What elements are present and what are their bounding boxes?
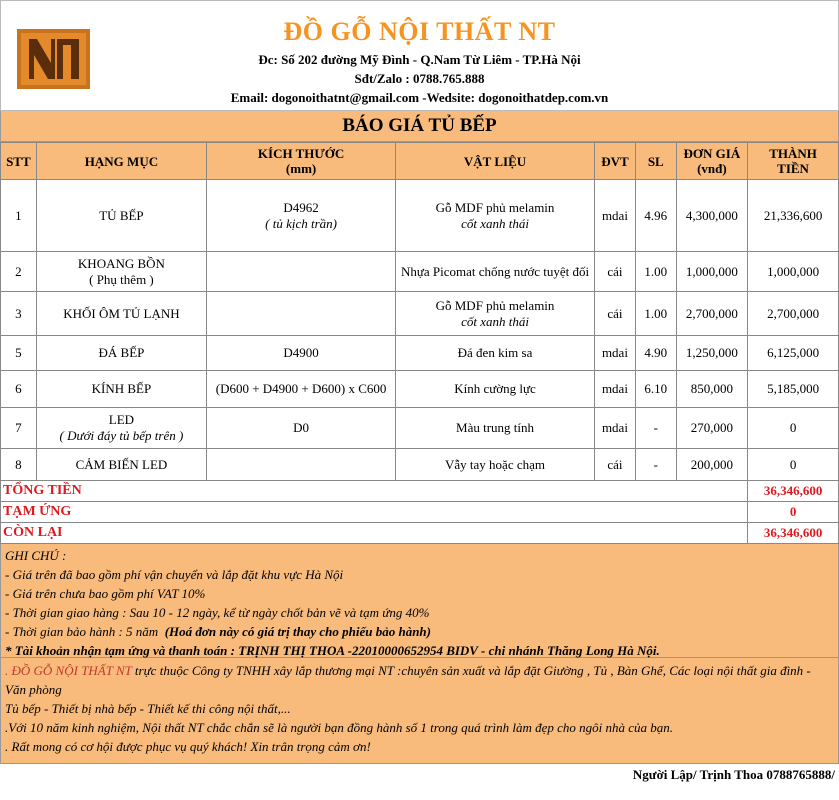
company-contact: Email: dogonoithatnt@gmail.com -Wedsite: dogonoithatdep.com.vn (230, 90, 609, 105)
table-row: 6 KÍNH BẾP (D600 + D4900 + D600) x C600 Kính cường lực mdai 6.10 850,000 5,185,000 (1, 371, 839, 408)
advance-row (1, 502, 839, 523)
col-item: HẠNG MỤC (36, 143, 206, 180)
col-price: ĐƠN GIÁ (vnđ) (676, 143, 747, 180)
col-qty: SL (635, 143, 676, 180)
quotation-table (0, 142, 839, 544)
col-total: THÀNH TIỀN (748, 143, 839, 180)
company-intro (0, 658, 839, 764)
table-row: 1 TỦ BẾP D4962 ( tủ kịch trần) Gỗ MDF phủ melamin cốt xanh thái mdai 4.96 4,300,000 21,336,600 (1, 180, 839, 252)
company-address: Đc: Số 202 đường Mỹ Đình - Q.Nam Từ Liêm - TP.Hà Nội (258, 52, 581, 67)
advance-value: 0 (748, 502, 839, 523)
company-phone: Sđt/Zalo : 0788.765.888 (354, 71, 485, 86)
table-header-row (1, 143, 839, 180)
table-row: 8 CẢM BIẾN LED Vẫy tay hoặc chạm cái - 200,000 0 (1, 449, 839, 481)
table-row: 2 KHOANG BỒN ( Phụ thêm ) Nhựa Picomat chống nước tuyệt đối cái 1.00 1,000,000 1,000,000 (1, 252, 839, 292)
bank-account-note: * Tài khoản nhận tạm ứng và thanh toán : TRỊNH THỊ THOA -22010000652954 BIDV - chi nhánh Thăng Long Hà Nội. (5, 643, 660, 658)
note-line: - Giá trên chưa bao gồm phí VAT 10% (5, 586, 206, 601)
table-row: 7 LED ( Dưới đáy tủ bếp trên ) D0 Màu trung tính mdai - 270,000 0 (1, 408, 839, 449)
remaining-row (1, 523, 839, 544)
col-stt: STT (1, 143, 37, 180)
company-header (0, 0, 839, 111)
col-size: KÍCH THƯỚC (mm) (207, 143, 396, 180)
grand-total-label: TỔNG TIỀN (1, 481, 748, 502)
note-line: - Thời gian giao hàng : Sau 10 - 12 ngày, kể từ ngày chốt bản vẽ và tạm ứng 40% (5, 605, 430, 620)
remaining-label: CÒN LẠI (1, 523, 748, 544)
grand-total-value: 36,346,600 (748, 481, 839, 502)
grand-total-row (1, 481, 839, 502)
note-line: - Giá trên đã bao gồm phí vận chuyển và lắp đặt khu vực Hà Nội (5, 567, 344, 582)
intro-line: Tủ bếp - Thiết bị nhà bếp - Thiết kế thi công nội thất,... (5, 701, 291, 716)
remaining-value: 36,346,600 (748, 523, 839, 544)
advance-label: TẠM ỨNG (1, 502, 748, 523)
note-line: - Thời gian bảo hành : 5 năm (Hoá đơn này có giá trị thay cho phiếu bảo hành) (5, 624, 431, 639)
table-row: 3 KHỐI ÔM TỦ LẠNH Gỗ MDF phủ melamin cốt xanh thái cái 1.00 2,700,000 2,700,000 (1, 292, 839, 336)
intro-line: . ĐỒ GỖ NỘI THẤT NT trực thuộc Công ty TNHH xây lắp thương mại NT :chuyên sản xuất và lắp đặt Giường , Tủ , Bàn Ghế, Các loại nội thất gia đình - Văn phòng (5, 663, 811, 697)
company-name: ĐỒ GỖ NỘI THẤT NT (283, 17, 556, 46)
quotation-title: BÁO GIÁ TỦ BẾP (0, 111, 839, 142)
notes-section (0, 544, 839, 658)
intro-line: . Rất mong có cơ hội được phục vụ quý khách! Xin trân trọng cảm ơn! (5, 739, 371, 754)
intro-line: .Với 10 năm kinh nghiệm, Nội thất NT chắc chắn sẽ là người bạn đồng hành số 1 trong quá trình làm đẹp cho ngôi nhà của bạn. (5, 720, 674, 735)
notes-heading: GHI CHÚ : (5, 548, 67, 563)
signer-line: Người Lập/ Trịnh Thoa 0788765888/ (632, 767, 835, 782)
table-row: 5 ĐÁ BẾP D4900 Đá đen kim sa mdai 4.90 1,250,000 6,125,000 (1, 336, 839, 371)
col-material: VẬT LIỆU (396, 143, 595, 180)
col-unit: ĐVT (595, 143, 636, 180)
